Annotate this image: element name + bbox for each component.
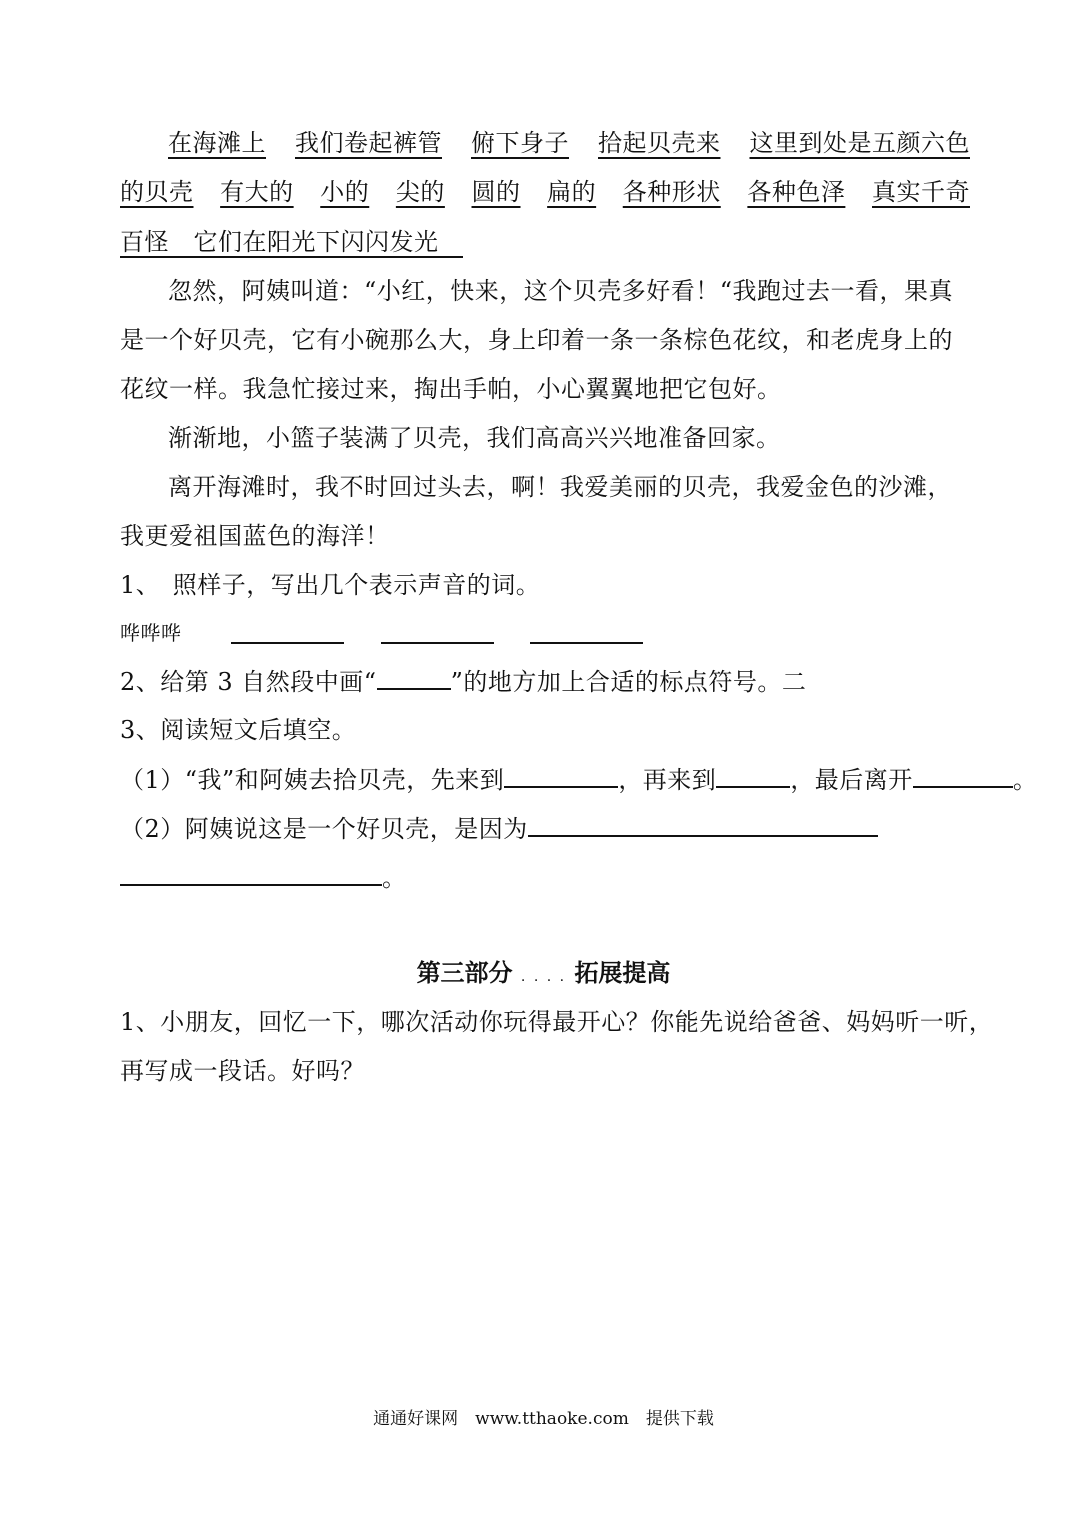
phrase: 这里到处是五颜六色 (749, 129, 970, 157)
phrase: 有大的 (220, 178, 294, 206)
question-2-suffix: ”的地方加上合适的标点符号。二 (450, 668, 807, 696)
section-3-question-1-line2: 再写成一段话。好吗？ (120, 1057, 365, 1085)
phrase: 扁的 (547, 178, 597, 206)
section-3-heading (0, 958, 1087, 992)
question-3: 3、阅读短文后填空。 (120, 716, 357, 744)
question-3-1 (120, 764, 1038, 795)
phrase: 在海滩上 (168, 129, 266, 157)
passage-p6-line1: 离开海滩时，我不时回过头去，啊！我爱美丽的贝壳，我爱金色的沙滩， (168, 473, 952, 501)
answer-blank[interactable] (530, 620, 643, 644)
phrase: 我们卷起裤管 (295, 129, 442, 157)
phrase: 尖的 (395, 178, 445, 206)
phrase: 拾起贝壳来 (598, 129, 721, 157)
question-3-1-prefix: （1）“我”和阿姨去拾贝壳，先来到 (120, 766, 505, 794)
phrase: 的贝壳 (120, 178, 194, 206)
passage-p3-line3 (120, 227, 970, 257)
answer-blank[interactable] (528, 813, 878, 837)
passage-p3-line2 (120, 177, 970, 207)
question-2-prefix: 2、给第 3 自然段中画“ (120, 668, 377, 696)
question-1: 1、 照样子，写出几个表示声音的词。 (120, 571, 541, 599)
section-3-question-1-line1: 1、小朋友，回忆一下，哪次活动你玩得最开心？你能先说给爸爸、妈妈听一听， (120, 1008, 994, 1036)
phrase: 真实千奇 (872, 178, 970, 206)
answer-blank[interactable] (716, 764, 790, 788)
question-3-2-prefix: （2）阿姨说这是一个好贝壳，是因为 (120, 815, 528, 843)
example-word: 哗哗哗 (120, 621, 182, 645)
phrase: 圆的 (471, 178, 521, 206)
answer-blank[interactable] (120, 862, 382, 886)
phrase: 各种色泽 (747, 178, 846, 206)
phrase: 俯下身子 (471, 129, 569, 157)
question-3-2-continued (120, 862, 970, 893)
phrase: 小的 (320, 178, 370, 206)
passage-p4-line2: 是一个好贝壳，它有小碗那么大，身上印着一条一条棕色花纹，和老虎身上的 (120, 326, 953, 354)
question-3-2 (120, 813, 970, 844)
passage-p3-line1 (168, 128, 970, 158)
question-3-1-mid2: ，最后离开 (790, 766, 913, 794)
question-3-1-end: 。 (1012, 766, 1038, 794)
section-3-heading-right: 拓展提高 (574, 958, 671, 987)
phrase: 百怪 它们在阳光下闪闪发光 (120, 228, 463, 256)
question-3-2-end: 。 (382, 864, 407, 892)
phrase: 各种形状 (622, 178, 721, 206)
passage-p5: 渐渐地，小篮子装满了贝壳，我们高高兴兴地准备回家。 (168, 424, 781, 452)
answer-blank[interactable] (381, 620, 494, 644)
passage-p4-line3: 花纹一样。我急忙接过来，掏出手帕，小心翼翼地把它包好。 (120, 375, 782, 403)
passage-p4-line1: 忽然，阿姨叫道：“小红，快来，这个贝壳多好看！“我跑过去一看，果真 (168, 277, 954, 305)
sample-blank (377, 666, 451, 690)
passage-p6-line2: 我更爱祖国蓝色的海洋！ (120, 522, 390, 550)
answer-blank[interactable] (913, 764, 1013, 788)
footer-text: 通通好课网 www.tthaoke.com 提供下载 (373, 1409, 714, 1429)
question-3-1-mid1: ，再来到 (618, 766, 717, 794)
answer-blank[interactable] (504, 764, 618, 788)
answer-blank[interactable] (231, 620, 344, 644)
section-3-heading-left: 第三部分 (416, 958, 513, 987)
heading-dots: . . . . (520, 969, 567, 985)
question-2 (120, 666, 970, 697)
